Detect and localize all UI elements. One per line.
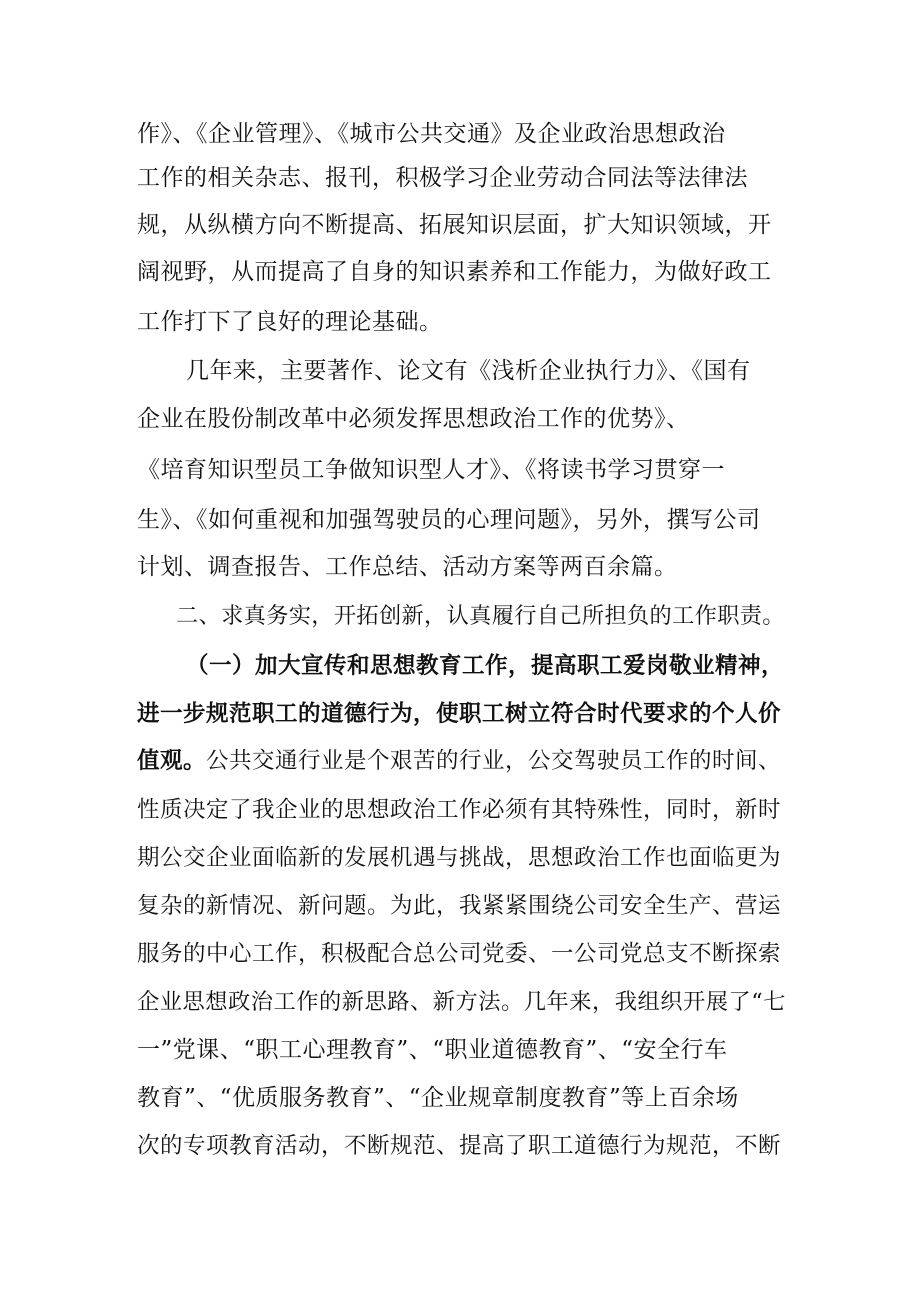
paragraph-1-line-1: 作》、《企业管理》、《城市公共交通》及企业政治思想政治 (137, 121, 726, 147)
subheading-1-line-3: 值观。 (137, 748, 207, 774)
paragraph-2-line-2: 企业在股份制改革中必须发挥思想政治工作的优势》、 (137, 406, 690, 432)
subheading-1-line-2: 进一步规范职工的道德行为，使职工树立符合时代要求的个人价 (137, 701, 782, 727)
paragraph-3-line-9: 次的专项教育活动，不断规范、提高了职工道德行为规范，不断 (137, 1133, 782, 1159)
paragraph-1-line-5: 工作打下了良好的理论基础。 (137, 309, 443, 335)
paragraph-3-text-start: 公共交通行业是个艰苦的行业，公交驾驶员工作的时间、 (206, 748, 782, 774)
paragraph-3-line-8: 教育”、“优质服务教育”、“企业规章制度教育”等上百余场 (137, 1085, 739, 1111)
paragraph-2-line-1: 几年来，主要著作、论文有《浅析企业执行力》、《国有 (186, 358, 751, 384)
paragraph-1-line-3: 规，从纵横方向不断提高、拓展知识层面，扩大知识领域，开 (137, 212, 772, 238)
paragraph-2-line-5: 计划、调查报告、工作总结、活动方案等两百余篇。 (137, 554, 678, 580)
paragraph-3-line-4: 复杂的新情况、新问题。为此，我紧紧围绕公司安全生产、营运 (137, 893, 782, 919)
paragraph-1-line-4: 阔视野，从而提高了自身的知识素养和工作能力，为做好政工 (137, 259, 772, 285)
paragraph-3-line-3: 期公交企业面临新的发展机遇与挑战，思想政治工作也面临更为 (137, 845, 782, 871)
paragraph-1-line-2: 工作的相关杂志、报刊，积极学习企业劳动合同法等法律法 (137, 165, 748, 191)
paragraph-3-line-7: 一”党课、“职工心理教育”、“职业道德教育”、“安全行车 (137, 1037, 728, 1063)
paragraph-2-line-3: 《培育知识型员工争做知识型人才》、《将读书学习贯穿一 (137, 457, 725, 483)
paragraph-3-line-6: 企业思想政治工作的新思路、新方法。几年来，我组织开展了“七 (137, 989, 786, 1015)
paragraph-3-line-1 (137, 745, 787, 777)
section-heading-2: 二、求真务实，开拓创新，认真履行自己所担负的工作职责。 (176, 603, 785, 629)
subheading-1-line-1: （一）加大宣传和思想教育工作，提高职工爱岗敬业精神， (186, 653, 785, 679)
paragraph-3-line-2: 性质决定了我企业的思想政治工作必须有其特殊性，同时，新时 (137, 797, 782, 823)
paragraph-2-line-4: 生》、《如何重视和加强驾驶员的心理问题》，另外，撰写公司 (137, 507, 761, 533)
paragraph-3-line-5: 服务的中心工作，积极配合总公司党委、一公司党总支不断探索 (137, 941, 782, 967)
